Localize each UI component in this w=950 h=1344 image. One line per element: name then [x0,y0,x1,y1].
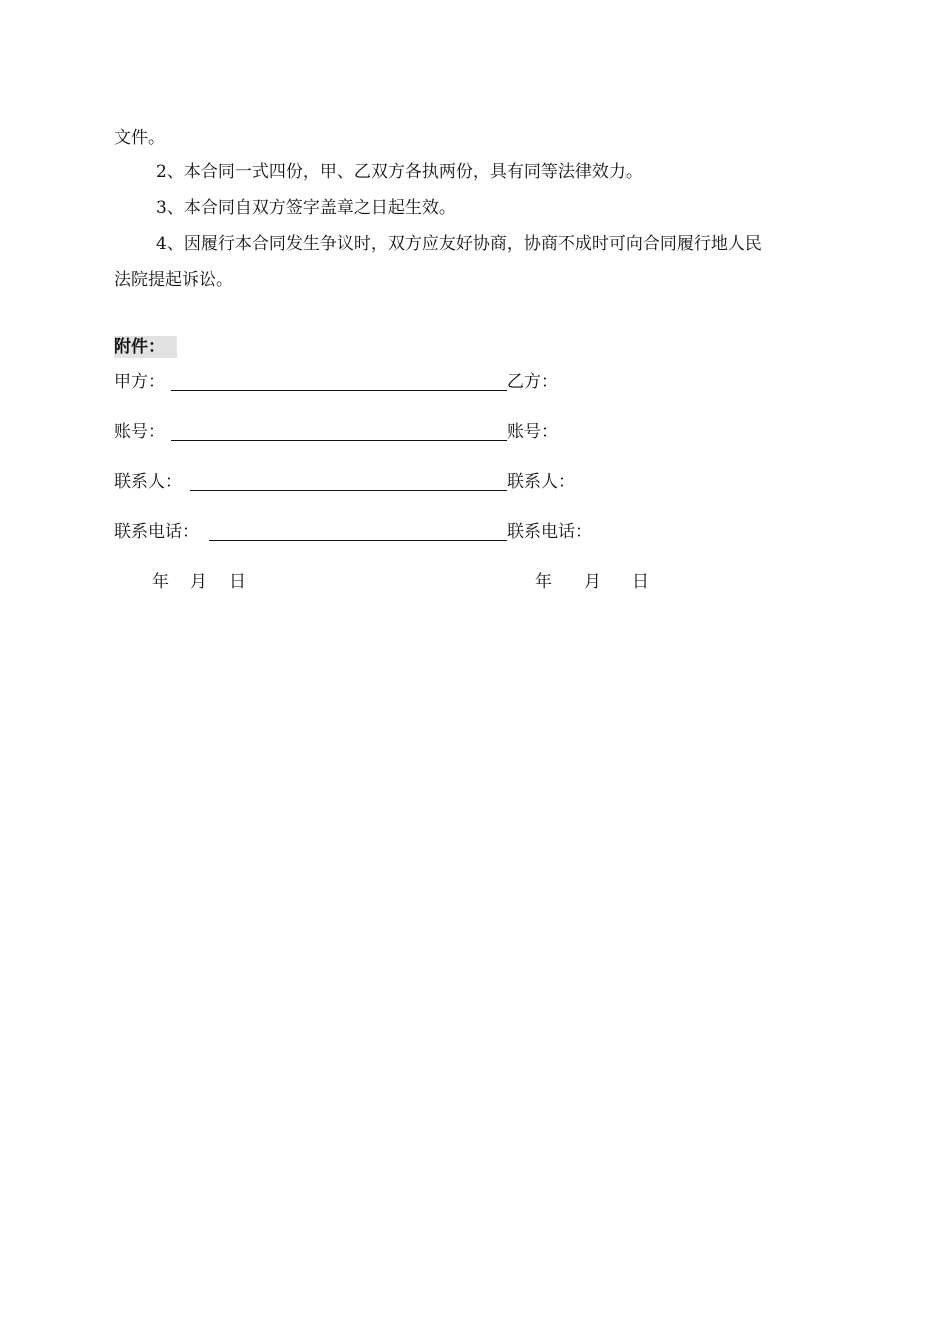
clause-2: 2、本合同一式四份，甲、乙双方各执两份，具有同等法律效力。 [156,162,643,182]
party-b-label: 乙方： [507,372,558,392]
party-a-blank-line[interactable] [171,390,507,391]
party-a-date-day: 日 [229,572,246,592]
contact-row [114,470,674,496]
clause-4-line-1: 4、因履行本合同发生争议时，双方应友好协商，协商不成时可向合同履行地人民 [156,234,762,254]
party-b-account-label: 账号： [507,422,558,442]
party-a-contact-label: 联系人： [114,472,182,492]
party-b-contact-label: 联系人： [507,472,575,492]
account-row [114,420,674,446]
clause-4-line-2: 法院提起诉讼。 [114,270,233,290]
party-b-date-year: 年 [535,572,552,592]
party-a-phone-blank-line[interactable] [209,540,507,541]
party-a-contact-blank-line[interactable] [190,490,507,491]
paragraph-1-tail: 文件。 [114,128,165,148]
party-a-date-month: 月 [190,572,207,592]
party-a-account-blank-line[interactable] [171,440,507,441]
party-a-account-label: 账号： [114,422,165,442]
party-b-date-day: 日 [632,572,649,592]
party-a-date-year: 年 [152,572,169,592]
attachment-heading: 附件： [114,336,177,358]
party-a-phone-label: 联系电话： [114,522,199,542]
phone-row [114,520,674,546]
party-b-date-month: 月 [584,572,601,592]
party-row [114,370,674,396]
party-b-phone-label: 联系电话： [507,522,592,542]
clause-3: 3、本合同自双方签字盖章之日起生效。 [156,198,456,218]
party-a-label: 甲方： [114,372,165,392]
